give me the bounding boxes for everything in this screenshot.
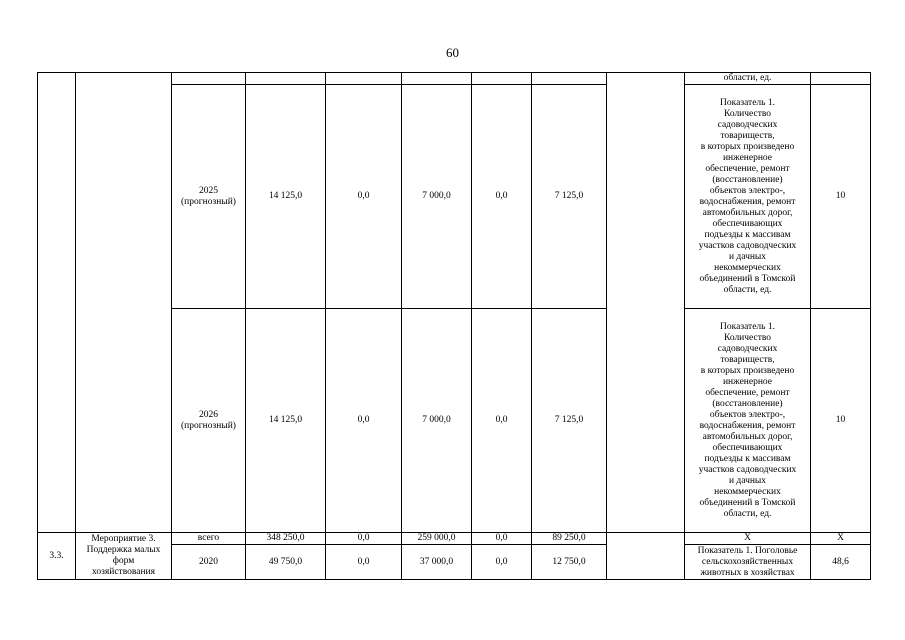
measure-name-cell <box>76 73 172 533</box>
indicator-value-cell: 10 <box>811 309 871 533</box>
other-cell: 7 125,0 <box>532 85 607 309</box>
measure-number-cell: 3.3. <box>38 533 76 580</box>
federal-cell: 0,0 <box>326 545 402 580</box>
indicator-value-cell: 48,6 <box>811 545 871 580</box>
regional-cell: 37 000,0 <box>402 545 472 580</box>
regional-cell: 7 000,0 <box>402 309 472 533</box>
indicator-cell: X <box>685 533 811 545</box>
other-cell: 7 125,0 <box>532 309 607 533</box>
measure-name-cell: Мероприятие 3. Поддержка малых форм хозяйствования <box>76 533 172 580</box>
local-cell: 0,0 <box>472 309 532 533</box>
year-cell: всего <box>172 533 246 545</box>
year-cell: 2026 (прогнозный) <box>172 309 246 533</box>
federal-cell: 0,0 <box>326 309 402 533</box>
program-table <box>37 72 871 580</box>
total-cell: 14 125,0 <box>246 309 326 533</box>
federal-cell: 0,0 <box>326 533 402 545</box>
indicator-cell: Показатель 1. Количество садоводческих товариществ, в которых произведено инженерное обеспечение, ремонт (восстановление) объектов электро-, водоснабжения, ремонт автомобильных дорог, обеспечивающих подъезды к массивам участков садоводческих и дачных некоммерческих объединений в Томской области, ед. <box>685 309 811 533</box>
other-cell: 89 250,0 <box>532 533 607 545</box>
year-cell: 2020 <box>172 545 246 580</box>
total-cell: 348 250,0 <box>246 533 326 545</box>
local-cell: 0,0 <box>472 545 532 580</box>
total-cell: 49 750,0 <box>246 545 326 580</box>
regional-cell: 259 000,0 <box>402 533 472 545</box>
total-cell: 14 125,0 <box>246 85 326 309</box>
indicator-cell: Показатель 1. Количество садоводческих товариществ, в которых произведено инженерное обеспечение, ремонт (восстановление) объектов электро-, водоснабжения, ремонт автомобильных дорог, обеспечивающих подъезды к массивам участков садоводческих и дачных некоммерческих объединений в Томской области, ед. <box>685 85 811 309</box>
indicator-cell: Показатель 1. Поголовье сельскохозяйственных животных в хозяйствах <box>685 545 811 580</box>
number-cell <box>38 73 76 533</box>
table-row <box>38 533 871 545</box>
indicator-value-cell: 10 <box>811 85 871 309</box>
local-cell: 0,0 <box>472 85 532 309</box>
table-row <box>38 73 871 85</box>
indicator-value-cell: X <box>811 533 871 545</box>
federal-cell: 0,0 <box>326 85 402 309</box>
executor-cell <box>607 73 685 533</box>
page-number: 60 <box>446 45 459 60</box>
other-cell: 12 750,0 <box>532 545 607 580</box>
indicator-cell: области, ед. <box>685 73 811 85</box>
local-cell: 0,0 <box>472 533 532 545</box>
regional-cell: 7 000,0 <box>402 85 472 309</box>
executor-cell <box>607 533 685 580</box>
year-cell: 2025 (прогнозный) <box>172 85 246 309</box>
